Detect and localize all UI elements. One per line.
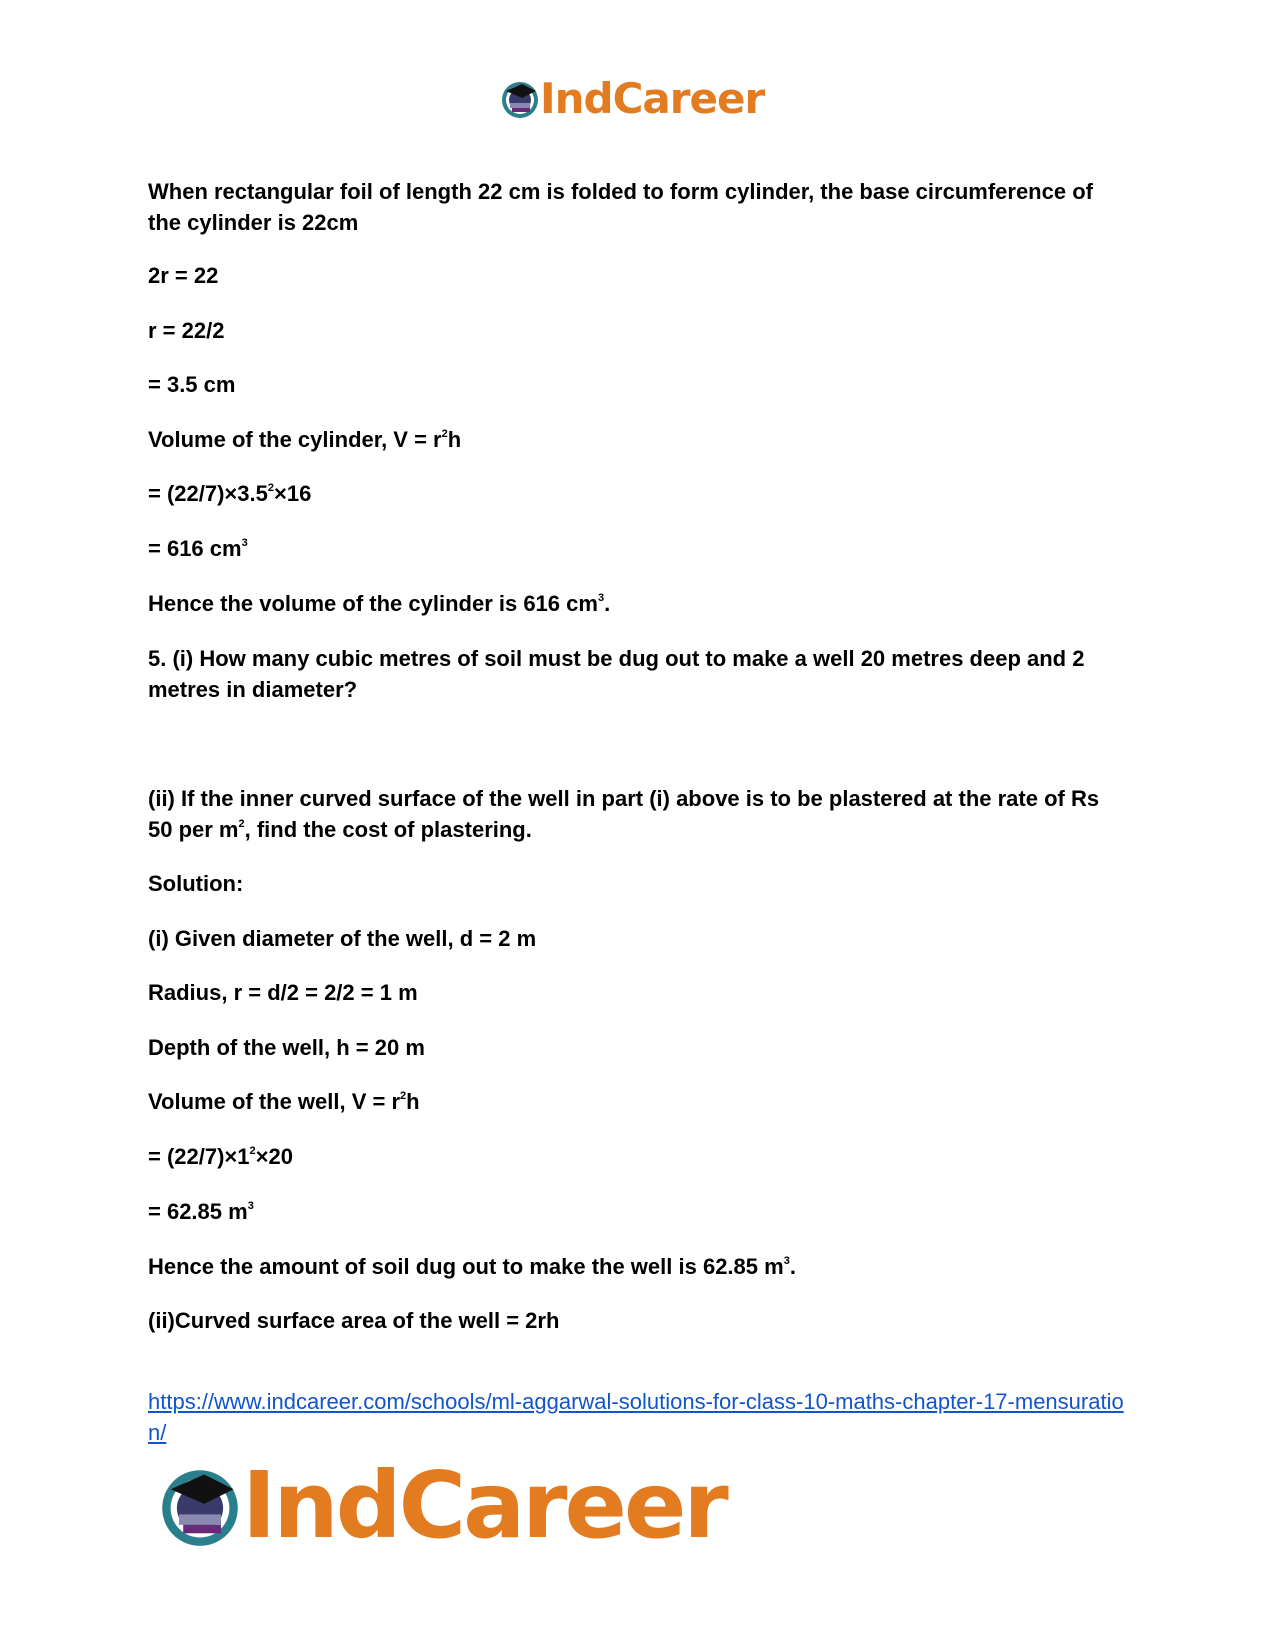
equation-line: (i) Given diameter of the well, d = 2 m (148, 926, 537, 951)
equation-line: Volume of the well, $V = r^2h$ (148, 1089, 420, 1114)
equation-line: Radius, r = d/2 = 2/2 = 1 m (148, 980, 418, 1005)
footer-source-link[interactable]: https://www.indcareer.com/schools/ml-aggarwal-solutions-for-class-10-maths-chapter-17-mensuration/ (148, 1389, 1124, 1445)
graduation-cap-icon (500, 79, 540, 119)
equation-line: = 616 $cm^3$ (148, 536, 248, 561)
logo-text: IndCareer (242, 1452, 726, 1559)
logo-text: IndCareer (540, 74, 765, 123)
question-5-i: 5. (i) How many cubic metres of soil must be dug out to make a well 20 metres deep and 2 metres in diameter? (148, 646, 1085, 702)
conclusion-line: Hence the amount of soil dug out to make the well is 62.85 $m^3$. (148, 1254, 796, 1279)
equation-line: Depth of the well, h = 20 m (148, 1035, 425, 1060)
equation-line: = $(22/7)\times 1^2\times 20$ (148, 1144, 293, 1169)
equation-line: Volume of the cylinder, $V = r^2h$ (148, 427, 462, 452)
solution-heading: Solution: (148, 871, 244, 896)
header-logo (500, 74, 765, 123)
equation-line: = 62.85 $m^3$ (148, 1199, 254, 1224)
footer-logo (158, 1452, 726, 1559)
equation-line: = 3.5 cm (148, 372, 236, 397)
equation-line: = $(22/7)\times 3.5^2\times 16$ (148, 481, 312, 506)
question-5-ii: (ii) If the inner curved surface of the well in part (i) above is to be plastered at the rate of Rs 50 per $m^2$, find the cost of plastering. (148, 786, 1100, 842)
graduation-cap-icon (158, 1464, 242, 1548)
equation-line: r = 22/2 (148, 318, 225, 343)
paragraph-foil: When rectangular foil of length 22 cm is folded to form cylinder, the base circumference of the cylinder is 22cm (148, 179, 1093, 235)
equation-line: (ii)Curved surface area of the well = 2rh (148, 1308, 560, 1333)
conclusion-line: Hence the volume of the cylinder is 616 $cm^3$. (148, 591, 611, 616)
equation-line: 2r = 22 (148, 263, 219, 288)
